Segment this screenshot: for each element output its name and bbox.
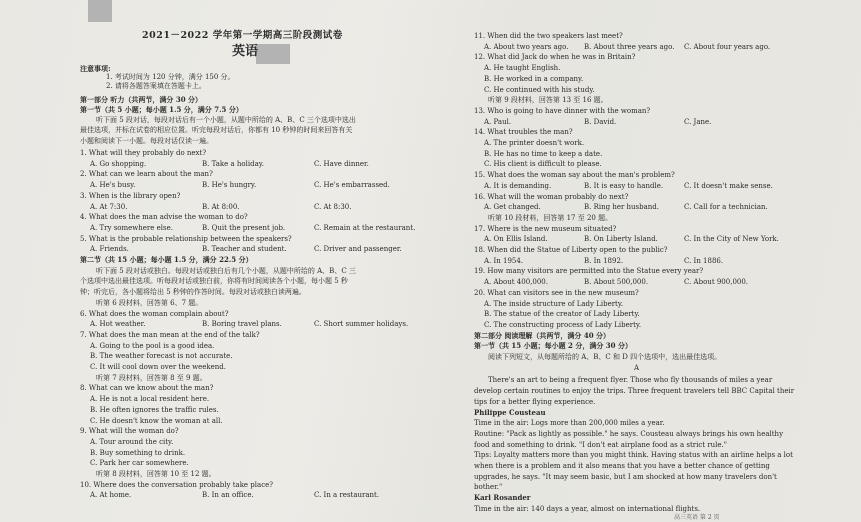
redaction-block <box>88 0 112 22</box>
answer-option: C. He continued with his study. <box>484 85 595 94</box>
material-note: 听第 8 段材料，回答第 10 至 12 题。 <box>96 470 216 478</box>
question-stem: 9. What will the woman do? <box>80 427 179 436</box>
question-stem: 15. What does the woman say about the man's problem? <box>474 171 675 180</box>
answer-option: B. The statue of the creator of Lady Liberty. <box>484 310 640 319</box>
instruction-line: 阅读下列短文，从每题所给的 A、B、C 和 D 四个选项中，选出最佳选项。 <box>488 353 722 361</box>
question-stem: 3. When is the library open? <box>80 191 181 200</box>
instruction-line: 小题和阅读下一小题。每段对话仅读一遍。 <box>80 137 213 145</box>
passage-line: food and something to drink. "I don't eat airplane food as a strict rule." <box>474 440 727 449</box>
answer-option: C. Park her car somewhere. <box>90 459 189 468</box>
answer-option: B. Boring travel plans. <box>202 320 282 329</box>
answer-option: A. The inside structure of Lady Liberty. <box>484 299 624 308</box>
question-stem: 14. What troubles the man? <box>474 128 573 137</box>
question-stem: 17. Where is the new museum situated? <box>474 224 617 233</box>
answer-option: A. The printer doesn't work. <box>484 139 585 147</box>
passage-line: Time in the air: Logs more than 200,000 miles a year. <box>474 419 665 428</box>
answer-option: B. About three years ago. <box>584 42 675 51</box>
answer-option: C. He's embarrassed. <box>314 181 390 190</box>
question-stem: 5. What is the probable relationship between the speakers? <box>80 234 292 243</box>
notes-item: 1. 考试时间为 120 分钟，满分 150 分。 <box>106 73 235 81</box>
answer-option: A. About two years ago. <box>484 42 569 51</box>
answer-option: B. Quit the present job. <box>202 223 286 232</box>
answer-option: A. Friends. <box>90 245 129 254</box>
answer-option: A. Hot weather. <box>90 320 146 329</box>
section-heading: 第一部分 听力（共两节，满分 30 分） <box>80 95 203 104</box>
page-footer: 高三英语 第 2 页 <box>674 513 720 521</box>
notes-item: 2. 请将各题答案填在答题卡上。 <box>106 82 206 90</box>
passage-line: Tips: Loyalty matters more than you might think. Having status with an airline helps a lot <box>474 451 793 460</box>
instruction-line: 钟；听完后，各小题将给出 5 秒钟的作答时间。每段对话或独白读两遍。 <box>80 288 306 297</box>
question-stem: 7. What does the man mean at the end of the talk? <box>80 330 260 339</box>
answer-option: B. Teacher and student. <box>202 245 287 254</box>
question-stem: 2. What can we learn about the man? <box>80 170 213 179</box>
material-note: 听第 10 段材料，回答第 17 至 20 题。 <box>488 213 613 222</box>
answer-option: A. Try somewhere else. <box>90 223 173 232</box>
question-stem: 12. What did Jack do when he was in Britain? <box>474 53 636 62</box>
answer-option: A. Paul. <box>484 117 512 126</box>
answer-option: A. He's busy. <box>90 181 136 190</box>
answer-option: C. It doesn't make sense. <box>684 181 773 190</box>
passage-line: when there is a problem and it also means that you have a better chance of getting <box>474 462 770 470</box>
section-heading: 第一节（共 5 小题；每小题 1.5 分，满分 7.5 分） <box>80 105 243 114</box>
material-note: 听第 6 段材料，回答第 6、7 题。 <box>96 298 203 307</box>
answer-option: B. Ring her husband. <box>584 203 660 212</box>
material-note: 听第 7 段材料，回答第 8 至 9 题。 <box>96 373 207 382</box>
answer-option: B. He worked in a company. <box>484 74 584 83</box>
answer-option: B. The weather forecast is not accurate. <box>90 352 233 361</box>
answer-option: A. It is demanding. <box>484 181 552 190</box>
question-stem: 20. What can visitors see in the new museum? <box>474 288 639 297</box>
answer-option: B. On Liberty Island. <box>584 235 658 244</box>
answer-option: A. About 400,000. <box>484 278 548 287</box>
question-stem: 11. When did the two speakers last meet? <box>474 32 623 40</box>
instruction-line: 听下面 5 段对话，每段对话后有一个小题，从题中所给的 A、B、C 三个选项中选出 <box>96 116 356 124</box>
answer-option: C. Call for a technician. <box>684 203 768 212</box>
passage-line: There's an art to being a frequent flyer. Those who fly thousands of miles a year <box>488 376 773 385</box>
answer-option: B. In 1892. <box>584 256 624 265</box>
section-heading: 第一节（共 15 小题；每小题 2 分，满分 30 分） <box>474 341 632 351</box>
answer-option: C. About 900,000. <box>684 278 749 287</box>
answer-option: A. He taught English. <box>484 64 561 73</box>
question-stem: 16. What will the woman probably do next? <box>474 192 629 201</box>
answer-option: C. About four years ago. <box>684 42 771 51</box>
question-stem: 19. How many visitors are permitted into the Statue every year? <box>474 267 704 276</box>
answer-option: C. Remain at the restaurant. <box>314 223 416 232</box>
answer-option: C. In 1886. <box>684 256 724 265</box>
instruction-line: 听下面 5 段对话或独白。每段对话或独白后有几个小题，从题中所给的 A、B、C 三 <box>96 266 356 275</box>
answer-option: B. Buy something to drink. <box>90 448 186 457</box>
answer-option: B. David. <box>584 117 617 126</box>
notes-heading: 注意事项: <box>80 64 111 73</box>
question-stem: 1. What will they probably do next? <box>80 149 207 157</box>
answer-option: B. At 8:00. <box>202 202 240 211</box>
answer-option: C. In a restaurant. <box>314 491 380 500</box>
answer-option: A. Go shopping. <box>90 159 147 168</box>
redaction-block <box>256 44 290 64</box>
answer-option: C. The constructing process of Lady Liberty. <box>484 320 642 329</box>
answer-option: C. In the City of New York. <box>684 235 779 244</box>
answer-option: C. He doesn't know the woman at all. <box>90 416 223 425</box>
subject-title: 英语 <box>232 44 259 59</box>
answer-option: A. At 7:30. <box>90 202 128 211</box>
passage-name: Karl Rosander <box>474 493 531 503</box>
answer-option: A. On Ellis Island. <box>484 235 548 244</box>
answer-option: A. He is not a local resident here. <box>90 395 210 404</box>
answer-option: B. He's hungry. <box>202 181 257 190</box>
answer-option: C. Have dinner. <box>314 159 369 168</box>
section-heading: 第二节（共 15 小题；每小题 1.5 分，满分 22.5 分） <box>80 255 253 264</box>
answer-option: A. Going to the pool is a good idea. <box>90 341 215 350</box>
answer-option: B. He often ignores the traffic rules. <box>90 405 219 414</box>
answer-option: B. Take a holiday. <box>202 159 265 168</box>
question-stem: 10. Where does the conversation probably take place? <box>80 480 274 489</box>
answer-option: B. He has no time to keep a date. <box>484 149 603 158</box>
section-heading: 第二部分 阅读理解（共两节，满分 40 分） <box>474 330 611 340</box>
instruction-line: 个选项中选出最佳选项。听每段对话或独白前，你将有时间阅读各个小题，每小题 5 秒 <box>80 277 348 286</box>
answer-option: C. His client is difficult to please. <box>484 160 602 169</box>
answer-option: A. Get changed. <box>484 203 541 212</box>
passage-letter: A <box>634 363 640 372</box>
material-note: 听第 9 段材料，回答第 13 至 16 题。 <box>488 96 608 105</box>
answer-option: B. In an office. <box>202 491 254 500</box>
question-stem: 18. When did the Statue of Liberty open to the public? <box>474 246 668 254</box>
answer-option: C. Jane. <box>684 117 712 126</box>
question-stem: 4. What does the man advise the woman to do? <box>80 213 248 222</box>
answer-option: B. About 500,000. <box>584 278 649 287</box>
answer-option: A. In 1954. <box>484 256 524 265</box>
passage-line: bother." <box>474 483 503 492</box>
passage-name: Philippe Cousteau <box>474 407 546 417</box>
answer-option: C. It will cool down over the weekend. <box>90 363 226 371</box>
answer-option: C. At 8:30. <box>314 202 352 211</box>
answer-option: C. Short summer holidays. <box>314 320 409 329</box>
exam-title: 2021－2022 学年第一学期高三阶段测试卷 <box>142 30 343 41</box>
passage-line: Routine: "Pack as lightly as possible." he says. Cousteau always brings his own healthy <box>474 429 784 438</box>
answer-option: A. Tour around the city. <box>90 437 174 446</box>
passage-line: Time in the air: 140 days a year, almost on international flights. <box>474 504 701 513</box>
answer-option: B. It is easy to handle. <box>584 181 664 190</box>
passage-line: develop certain routines to enjoy the trips. Three frequent travelers tell BBC Capital their <box>474 387 795 396</box>
answer-option: A. At home. <box>90 491 132 500</box>
passage-line: upgrades, he says. "It may seem basic, but I am shocked at how many travelers don't <box>474 472 777 481</box>
question-stem: 6. What does the woman complain about? <box>80 309 229 318</box>
question-stem: 13. Who is going to have dinner with the woman? <box>474 106 651 115</box>
instruction-line: 最佳选项，并标在试卷的相应位置。听完每段对话后，你都有 10 秒钟的时间来回答有关 <box>80 126 353 134</box>
answer-option: C. Driver and passenger. <box>314 245 402 254</box>
passage-line: tips for a better flying experience. <box>474 397 596 406</box>
question-stem: 8. What can we know about the man? <box>80 384 214 393</box>
